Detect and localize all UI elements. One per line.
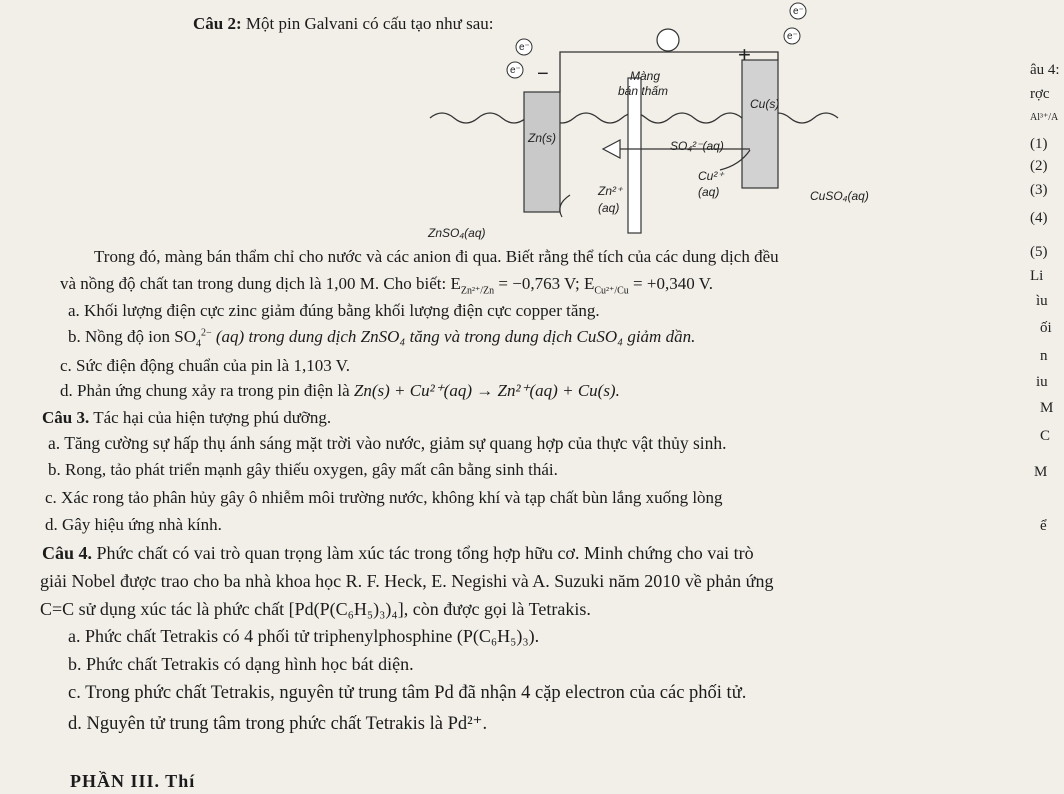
q3-option-b: b. Rong, tảo phát triển mạnh gây thiếu oxygen, gây mất cân bằng sinh thái. bbox=[48, 460, 558, 479]
q2-line2-b: = −0,763 V; E bbox=[498, 274, 595, 293]
q4-stem1-text: Phức chất có vai trò quan trọng làm xúc tác trong tổng hợp hữu cơ. Minh chứng cho vai trò bbox=[96, 543, 754, 563]
sulfate-arrow-head bbox=[603, 140, 620, 158]
right-fragment: ể bbox=[1040, 518, 1047, 534]
q4-stem2: giải Nobel được trao cho ba nhà khoa học R. F. Heck, E. Negishi và A. Suzuki năm 2010 về phản ứng bbox=[40, 571, 774, 591]
membrane-label-2: bán thấm bbox=[618, 84, 669, 98]
zn-electrode-label: Zn(s) bbox=[528, 131, 556, 145]
sulfate-label: SO₄²⁻(aq) bbox=[670, 139, 724, 153]
zinc-electrode bbox=[524, 92, 560, 212]
zn-ion-label-1: Zn²⁺ bbox=[598, 184, 623, 198]
q4-option-b: b. Phức chất Tetrakis có dạng hình học bát diện. bbox=[68, 654, 414, 674]
semipermeable-membrane bbox=[628, 78, 641, 233]
q2-line2: và nồng độ chất tan trong dung dịch là 1,00 M. Cho biết: $E_{Zn^{2+}/Zn} = -0,763$ V; $E_{Cu^{2+}/Cu} = +0,340$ V. bbox=[60, 274, 713, 297]
q4-option-c: c. Trong phức chất Tetrakis, nguyên tử trung tâm Pd đã nhận 4 cặp electron của các phối tử. bbox=[68, 683, 747, 703]
q2-line2-a: và nồng độ chất tan trong dung dịch là 1,00 M. Cho biết: E bbox=[60, 274, 461, 293]
right-fragment: iu bbox=[1036, 374, 1048, 390]
q4-stem3: C=C sử dụng xúc tác là phức chất [Pd(P(C₆H₅)₃)₄], còn được gọi là Tetrakis. bbox=[40, 599, 591, 619]
right-fragment: C bbox=[1040, 428, 1051, 444]
cathode-sign: + bbox=[738, 42, 751, 67]
q2-intro: Một pin Galvani có cấu tạo như sau: bbox=[245, 14, 494, 33]
q4-option-d: d. Nguyên tử trung tâm trong phức chất Tetrakis là Pd²⁺. bbox=[68, 714, 488, 734]
electron-text-2: e⁻ bbox=[519, 42, 530, 53]
q4-option-a: a. Phức chất Tetrakis có 4 phối tử triphenylphosphine (P(C₆H₅)₃). bbox=[68, 626, 540, 646]
right-fragment: M bbox=[1040, 400, 1054, 416]
right-fragment: (2) bbox=[1030, 158, 1048, 174]
right-fragment: M bbox=[1034, 464, 1048, 480]
electron-text-3: e⁻ bbox=[787, 31, 798, 42]
zn-ion-arrow bbox=[560, 195, 570, 217]
galvanic-cell-diagram bbox=[420, 0, 890, 245]
cu-ion-label-2: (aq) bbox=[698, 185, 720, 199]
bulb-icon bbox=[657, 29, 679, 51]
right-fragment: ìu bbox=[1036, 293, 1048, 309]
right-fragment: n bbox=[1040, 348, 1048, 364]
q2-option-b-pre: b. Nồng độ ion SO bbox=[68, 327, 196, 346]
q2-option-d-eq: Zn(s) + Cu²⁺(aq) → Zn²⁺(aq) + Cu(s). bbox=[353, 381, 620, 400]
q2-line2-c: = +0,340 V. bbox=[633, 274, 713, 293]
right-fragment: Al³⁺/A bbox=[1030, 112, 1059, 123]
q2-option-a: a. Khối lượng điện cực zinc giảm đúng bằng khối lượng điện cực copper tăng. bbox=[68, 301, 600, 320]
q3-heading bbox=[42, 408, 331, 428]
q3-option-a: a. Tăng cường sự hấp thụ ánh sáng mặt trời vào nước, giảm sự quang hợp của thực vật thủy sinh. bbox=[48, 433, 727, 453]
q2-option-b: b. Nồng độ ion $SO_4^{2-}$ (aq) trong dung dịch ZnSO₄ tăng và trong dung dịch CuSO₄ giảm dần. bbox=[68, 327, 696, 350]
right-fragment: ối bbox=[1040, 320, 1052, 336]
zn-ion-label-2: (aq) bbox=[598, 201, 620, 215]
right-fragment: rợc bbox=[1030, 86, 1050, 102]
q3-option-d: d. Gây hiệu ứng nhà kính. bbox=[45, 515, 222, 534]
left-solution-label: ZnSO₄(aq) bbox=[428, 226, 486, 240]
q2-title: Câu 2: bbox=[193, 14, 242, 33]
q3-title: Câu 3. bbox=[42, 408, 90, 427]
right-fragment: (3) bbox=[1030, 182, 1048, 198]
cu-ion-label-1: Cu²⁺ bbox=[698, 169, 724, 183]
right-fragment: (4) bbox=[1030, 210, 1048, 226]
q2-option-d bbox=[60, 381, 620, 401]
membrane-label-1: Màng bbox=[630, 69, 661, 83]
q2-option-d-pre: d. Phản ứng chung xảy ra trong pin điện là bbox=[60, 381, 350, 400]
q4-title: Câu 4. bbox=[42, 543, 93, 563]
section-footer: PHẦN III. Thí bbox=[70, 771, 196, 791]
right-fragment: (1) bbox=[1030, 136, 1048, 152]
q3-stem: Tác hại của hiện tượng phú dưỡng. bbox=[93, 408, 332, 427]
cu-electrode-label: Cu(s) bbox=[750, 97, 780, 111]
right-fragment: Li bbox=[1030, 268, 1044, 284]
copper-electrode bbox=[742, 60, 778, 188]
electron-text-1: e⁻ bbox=[510, 65, 521, 76]
right-fragment: (5) bbox=[1030, 244, 1048, 260]
q4-stem1 bbox=[42, 543, 754, 564]
anode-sign: − bbox=[537, 63, 549, 85]
right-fragment: âu 4: bbox=[1030, 62, 1060, 78]
electron-text-4: e⁻ bbox=[793, 6, 804, 17]
q3-option-c: c. Xác rong tảo phân hủy gây ô nhiễm môi trường nước, không khí và tạp chất bùn lắng xuống lòng bbox=[45, 488, 723, 507]
q2-option-c: c. Sức điện động chuẩn của pin là 1,103 V. bbox=[60, 356, 350, 375]
q2-option-b-post: (aq) trong dung dịch ZnSO₄ tăng và trong dung dịch CuSO₄ giảm dần. bbox=[215, 327, 696, 346]
q2-line1: Trong đó, màng bán thẩm chỉ cho nước và các anion đi qua. Biết rằng thể tích của các dung dịch đều bbox=[94, 247, 779, 266]
right-solution-label: CuSO₄(aq) bbox=[810, 189, 869, 203]
